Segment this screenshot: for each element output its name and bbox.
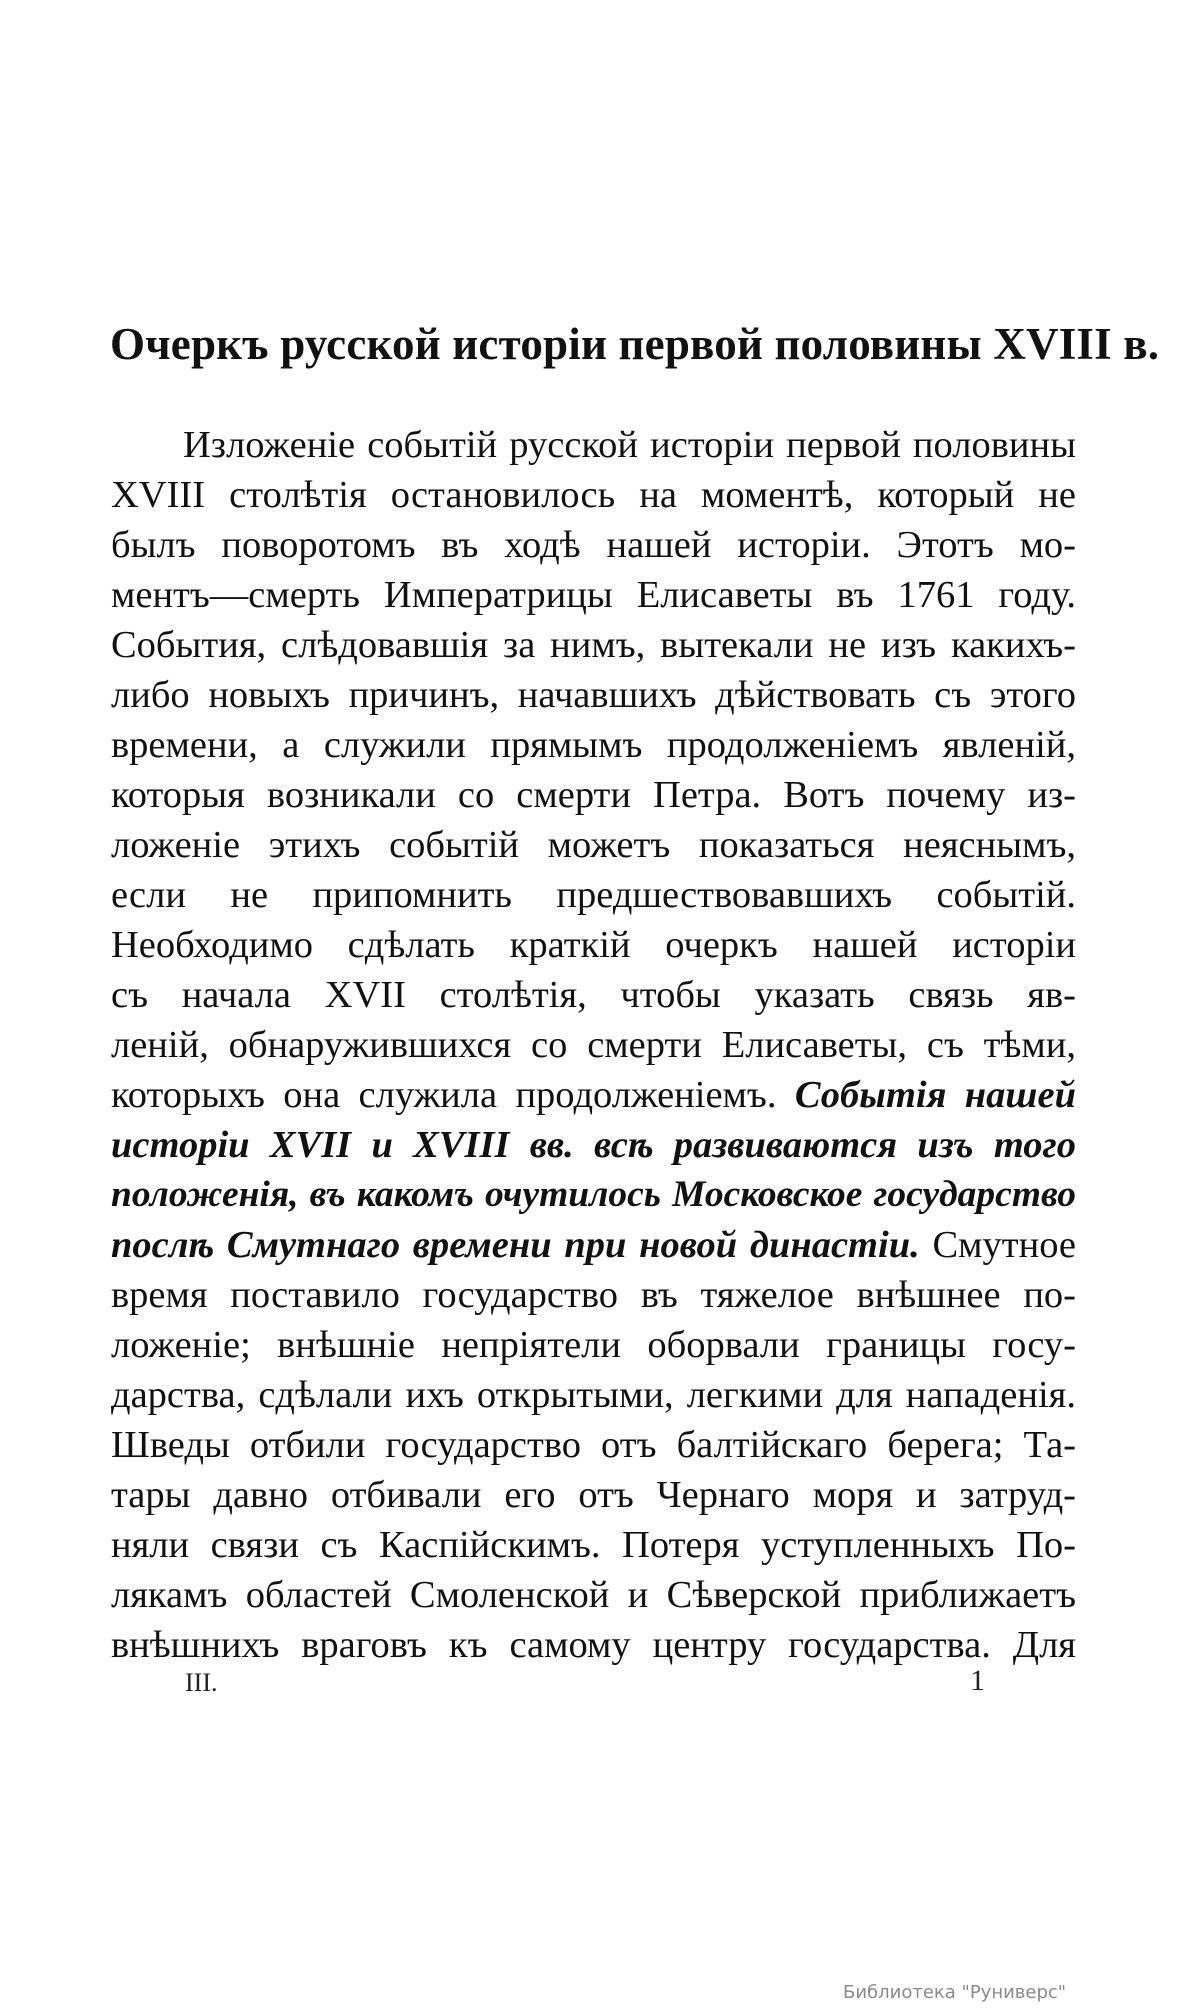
- text-line: Изложеніе событій русской исторіи первой половины: [183, 424, 1076, 466]
- text-line: [111, 1120, 1076, 1170]
- text-line: ментъ—смерть Императрицы Елисаветы въ 1761 году.: [111, 574, 1076, 616]
- text-line: няли связи съ Каспійскимъ. Потеря уступленныхъ По-: [111, 1524, 1076, 1566]
- body-text: [111, 420, 1076, 1670]
- text-line: [111, 1170, 1076, 1220]
- text-line: ложеніе; внѣшніе непріятели оборвали границы госу-: [111, 1324, 1076, 1366]
- text-line: Необходимо сдѣлать краткій очеркъ нашей исторіи: [111, 924, 1076, 966]
- text-line: лякамъ областей Смоленской и Сѣверской приближаетъ: [111, 1574, 1076, 1616]
- text-line: тары давно отбивали его отъ Чернаго моря и затруд-: [111, 1474, 1076, 1516]
- text-line: если не припомнить предшествовавшихъ событій.: [111, 874, 1076, 916]
- italic-emphasis: Событія нашей: [794, 1074, 1076, 1116]
- text-line: События, слѣдовавшія за нимъ, вытекали не изъ какихъ-: [111, 624, 1076, 666]
- text-line: которыя возникали со смерти Петра. Вотъ почему из-: [111, 774, 1076, 816]
- text-line: либо новыхъ причинъ, начавшихъ дѣйствовать съ этого: [111, 674, 1076, 716]
- text-line: Шведы отбили государство отъ балтійскаго берега; Та-: [111, 1424, 1076, 1466]
- text-line: леній, обнаружившихся со смерти Елисаветы, съ тѣми,: [111, 1024, 1076, 1066]
- page-number: 1: [970, 1664, 985, 1697]
- text-line: внѣшнихъ враговъ къ самому центру государства. Для: [111, 1624, 1076, 1666]
- text-line: былъ поворотомъ въ ходѣ нашей исторіи. Этотъ мо-: [111, 524, 1076, 566]
- text-line: дарства, сдѣлали ихъ открытыми, легкими для нападенія.: [111, 1374, 1076, 1416]
- text-line: ложеніе этихъ событій можетъ показаться неяснымъ,: [111, 824, 1076, 866]
- chapter-title: Очеркъ русской исторіи первой половины XVIII в.: [110, 319, 1160, 369]
- italic-emphasis: положенія, въ какомъ очутилось Московское государство: [111, 1174, 1076, 1215]
- text-line: XVIII столѣтія остановилось на моментѣ, который не: [111, 474, 1076, 516]
- italic-emphasis: исторіи XVII и XVIII вв. всѣ развиваются изъ того: [111, 1124, 1076, 1166]
- text-line: съ начала XVII столѣтія, чтобы указать связь яв-: [111, 974, 1076, 1016]
- text-line: которыхъ она служила продолженіемъ. Событія нашей: [111, 1074, 1076, 1116]
- text-line: послѣ Смутнаго времени при новой династіи. Смутное: [111, 1224, 1076, 1266]
- text-line: время поставило государство въ тяжелое внѣшнее по-: [111, 1274, 1076, 1316]
- italic-emphasis: послѣ Смутнаго времени при новой династіи.: [111, 1224, 920, 1266]
- text-line: времени, а служили прямымъ продолженіемъ явленій,: [111, 724, 1076, 766]
- library-watermark: Библиотека "Руниверс": [843, 1982, 1067, 2003]
- signature-mark: III.: [185, 1668, 218, 1697]
